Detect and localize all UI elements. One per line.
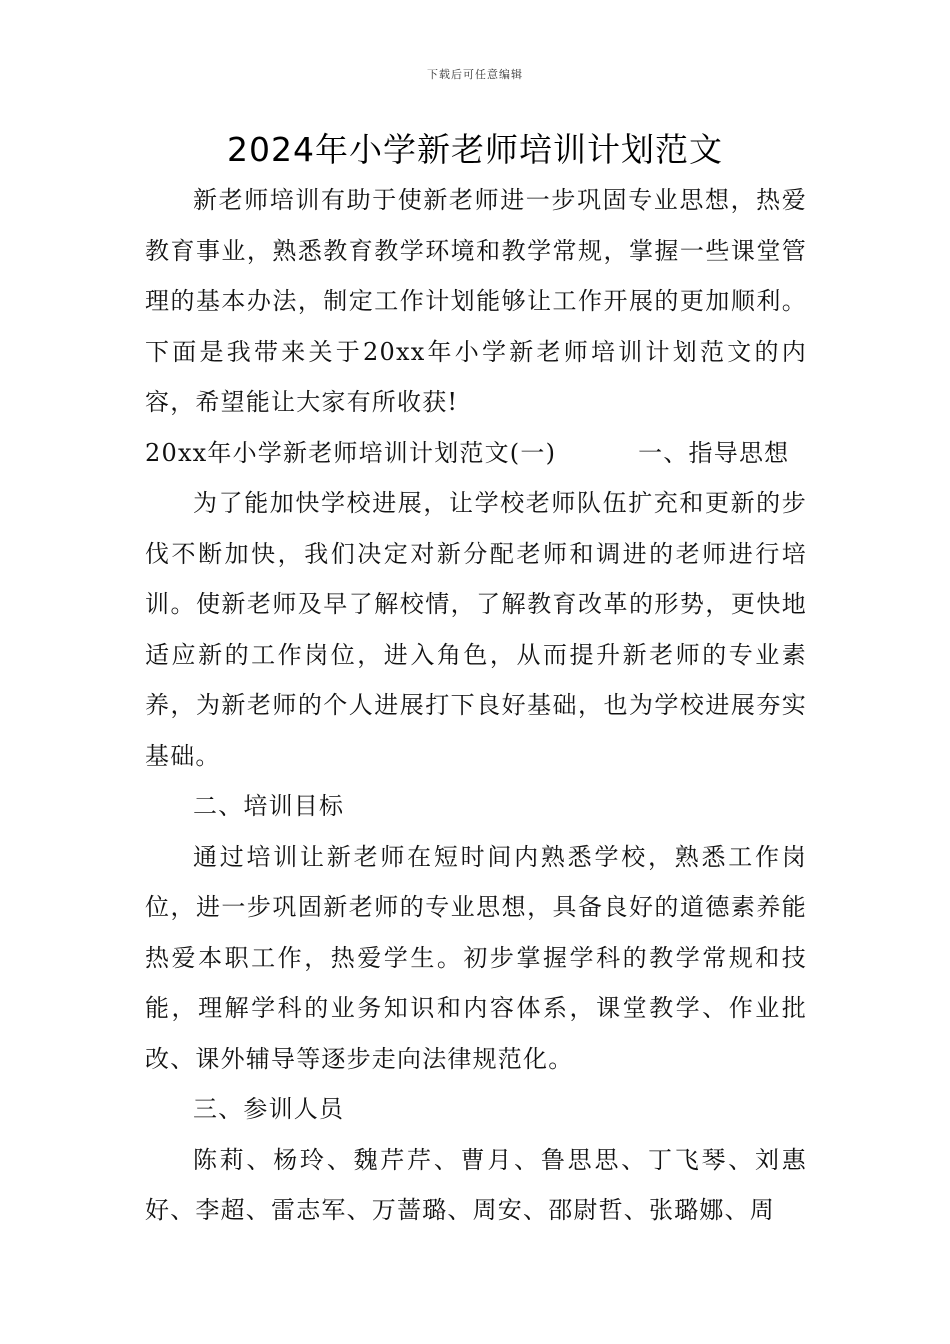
paragraph-participants: 陈莉、杨玲、魏芹芹、曹月、鲁思思、丁飞琴、刘惠好、李超、雷志军、万蔷璐、周安、邵尉哲、张璐娜、周 [145,1145,807,1224]
header-note: 下载后可任意编辑 [427,68,523,81]
document-title: 2024年小学新老师培训计划范文 [227,130,723,169]
heading-training-goals: 二、培训目标 [193,792,345,820]
heading-guiding-thought: 一、指导思想 [638,438,790,467]
paragraph-training-goals: 通过培训让新老师在短时间内熟悉学校，熟悉工作岗位，进一步巩固新老师的专业思想，具备良好的道德素养能热爱本职工作，热爱学生。初步掌握学科的教学常规和技能，理解学科的业务知识和内容体系，课堂教学、作业批改、课外辅导等逐步走向法律规范化。 [145,842,807,1073]
paragraph-guiding-thought: 为了能加快学校进展，让学校老师队伍扩充和更新的步伐不断加快，我们决定对新分配老师和调进的老师进行培训。使新老师及早了解校情，了解教育改革的形势，更快地适应新的工作岗位，进入角色，从而提升新老师的专业素养，为新老师的个人进展打下良好基础，也为学校进展夯实基础。 [145,489,807,770]
heading-participants: 三、参训人员 [193,1095,345,1123]
intro-paragraph: 新老师培训有助于使新老师进一步巩固专业思想，热爱教育事业，熟悉教育教学环境和教学常规，掌握一些课堂管理的基本办法，制定工作计划能够让工作开展的更加顺利。下面是我带来关于20xx年小学新老师培训计划范文的内容，希望能让大家有所收获! [145,186,807,416]
section-line [145,428,807,479]
section-title: 20xx年小学新老师培训计划范文(一) [145,438,557,467]
document-body [145,175,807,1236]
